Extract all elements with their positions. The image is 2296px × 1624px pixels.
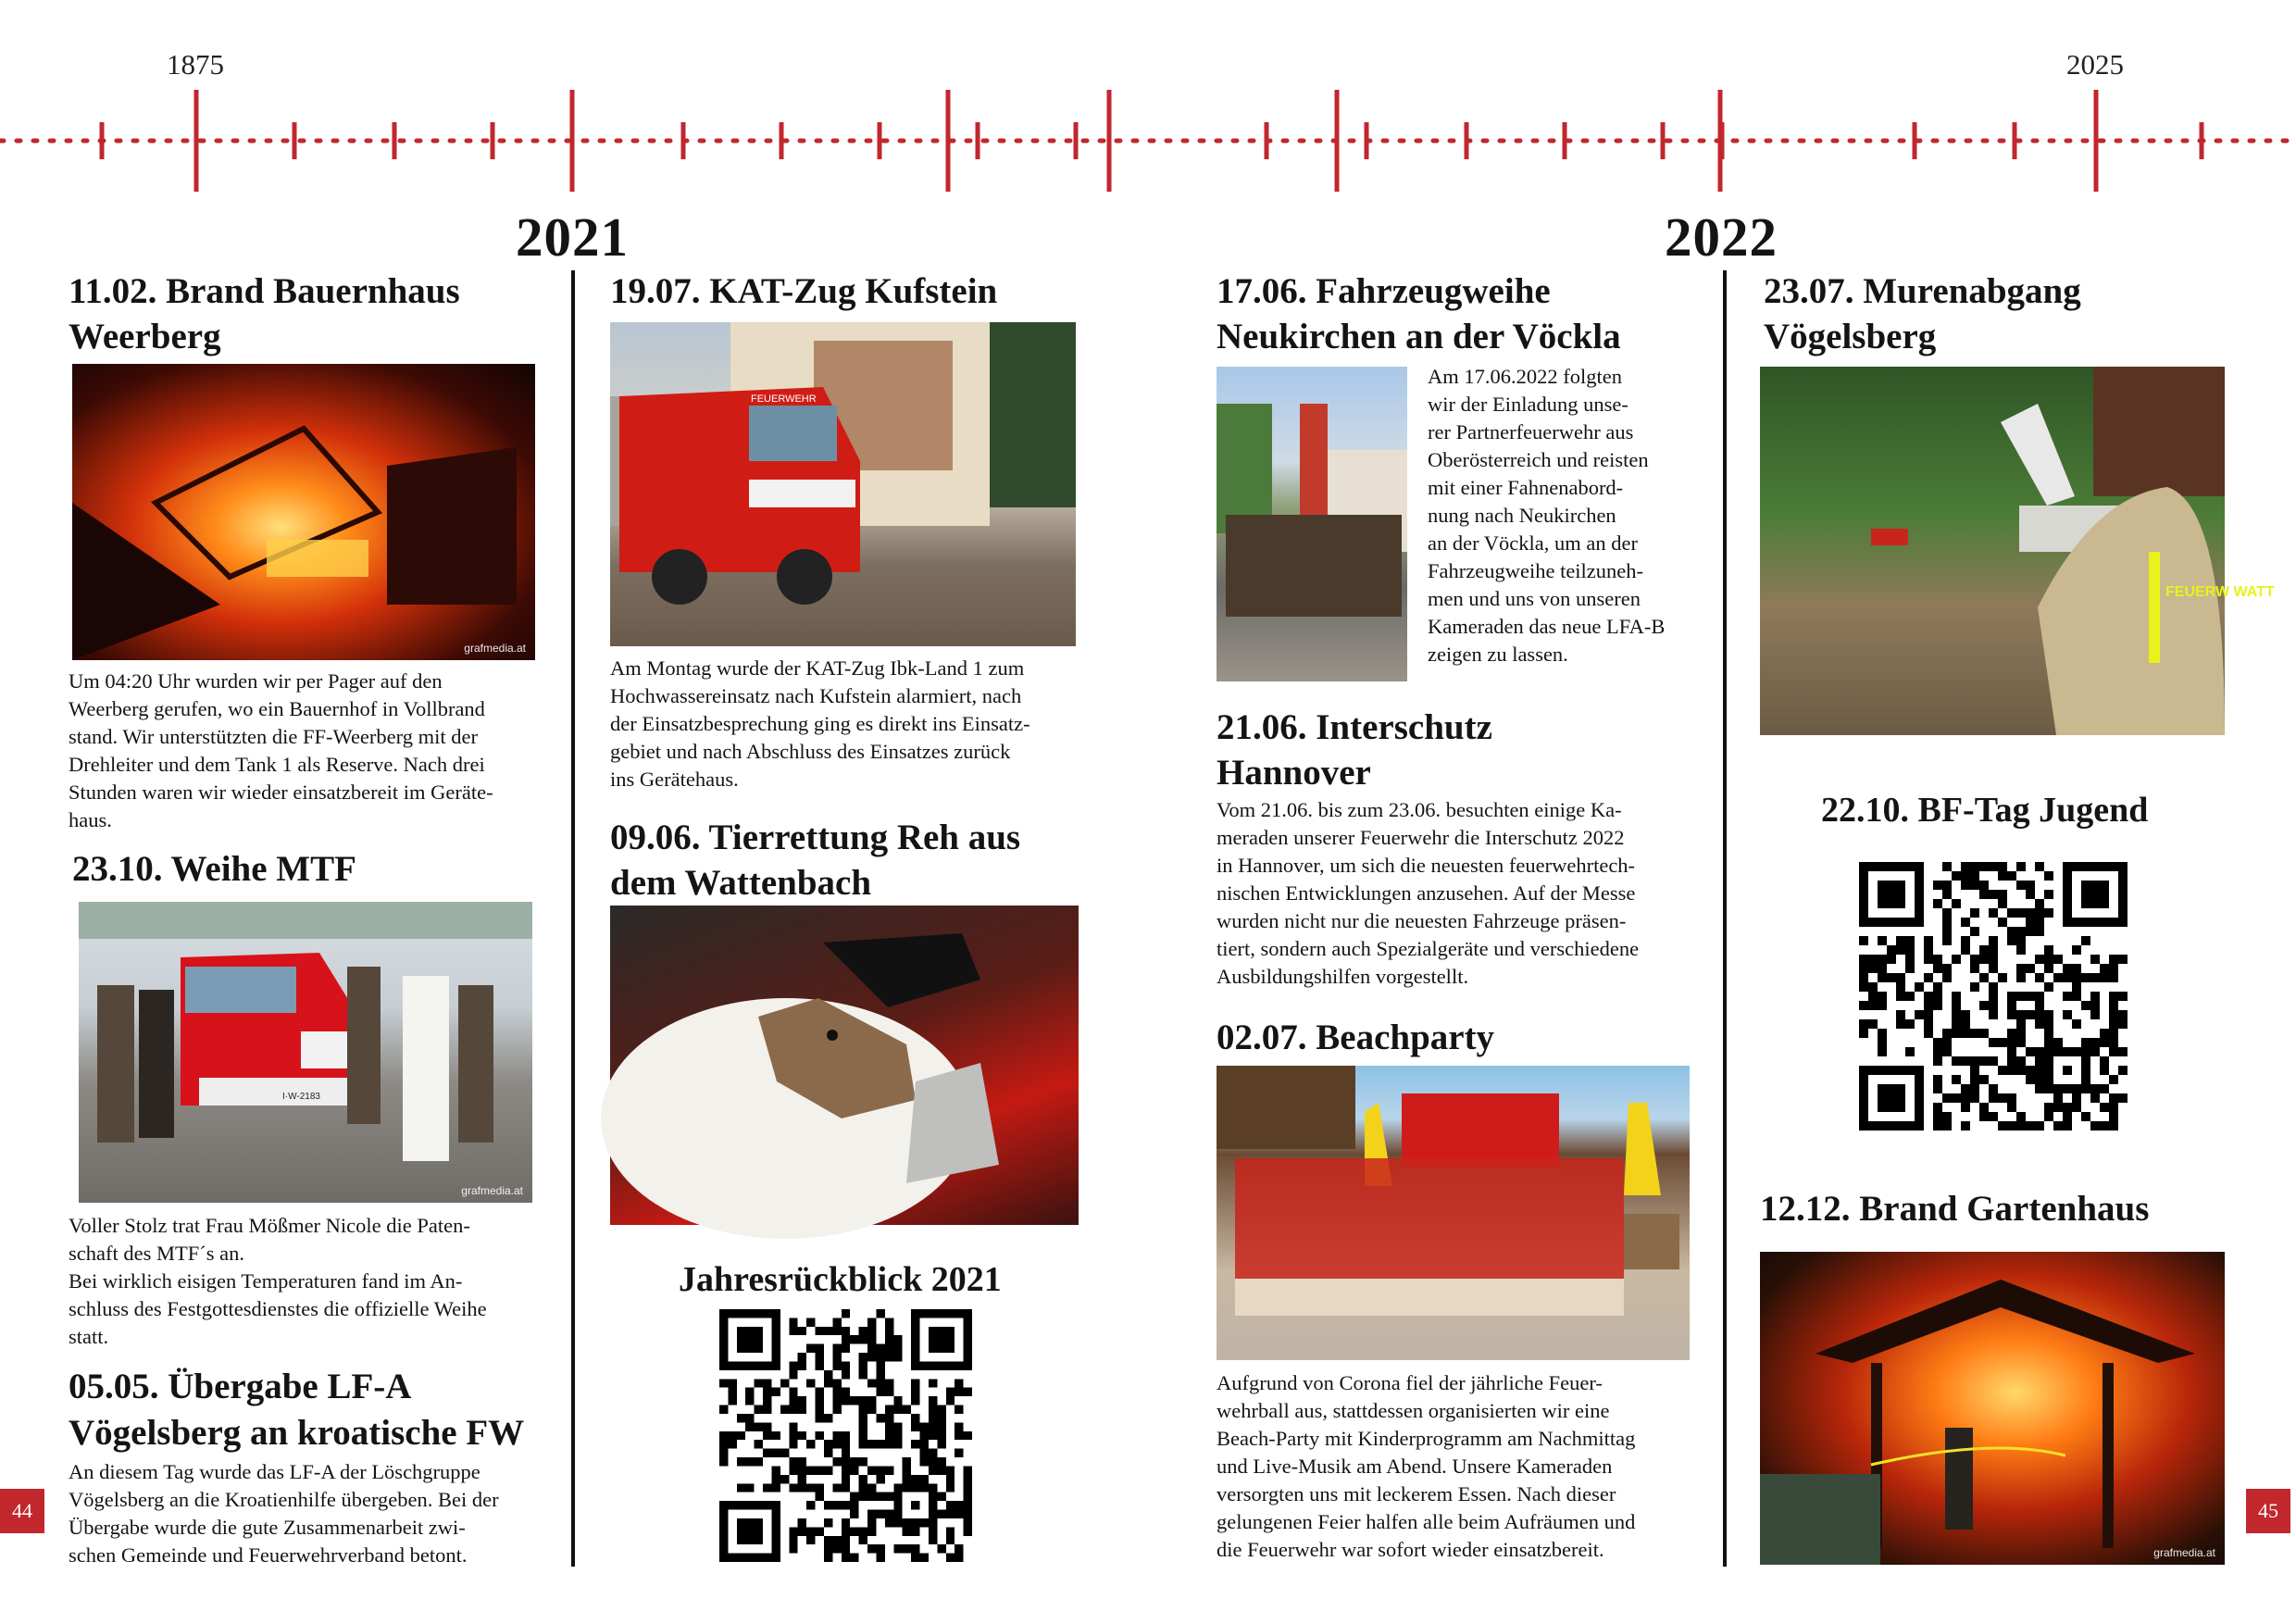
jacket-text: FEUERW WATT <box>2165 584 2275 600</box>
timeline-end-label: 2025 <box>2066 48 2124 81</box>
qr-code-bf-tag-jugend[interactable] <box>1859 862 2128 1131</box>
article-title-line2: Neukirchen an der Vöckla <box>1217 317 1621 356</box>
timeline-start-label: 1875 <box>167 48 224 81</box>
article-title-line2: Hannover <box>1217 753 1371 793</box>
photo-burning-gardenhouse <box>1760 1252 2225 1565</box>
article-body: Vom 21.06. bis zum 23.06. besuchten einige Ka- meraden unserer Feuerwehr die Interschutz 2022 in Hannover, um sich die neuesten feuerwehrtech- nischen Entwicklungen anzusehen. Auf der Messe wurden nicht nur die neuesten Fahrzeuge präsen- tiert, sondern auch Spezialgeräte und verschiedene Ausbildungshilfen vorgestellt. <box>1217 798 1640 988</box>
article-body: Voller Stolz trat Frau Mößmer Nicole die Paten- schaft des MTF´s an. Bei wirklich eisigen Temperaturen fand im An- schluss des Festgottesdienstes die offizielle Weihe statt. <box>69 1214 487 1348</box>
article-body: Um 04:20 Uhr wurden wir per Pager auf den Weerberg gerufen, wo ein Bauernhof in Vollbrand stand. Wir unterstützten die FF-Weerberg mit der Drehleiter und dem Tank 1 als Reserve. Nach drei Stunden waren wir wieder einsatzbereit im Geräte- haus. <box>69 669 493 831</box>
photo-deer-rescue <box>610 906 1079 1225</box>
article-title-line2: dem Wattenbach <box>610 863 872 903</box>
article-title: 02.07. Beachparty <box>1217 1018 1495 1057</box>
year-heading-2022: 2022 <box>1665 206 1778 268</box>
article-body: Am Montag wurde der KAT-Zug Ibk-Land 1 zum Hochwassereinsatz nach Kufstein alarmiert, nach der Einsatzbesprechung ging es direkt ins Einsatz- gebiet und nach Abschluss des Einsatzes zurück ins Gerätehaus. <box>610 656 1030 791</box>
license-plate: I·W-2183 <box>282 1092 320 1102</box>
year-heading-2021: 2021 <box>516 206 629 268</box>
photo-beachparty-group <box>1217 1066 1690 1360</box>
qr-title-jahresrueckblick: Jahresrückblick 2021 <box>679 1260 1002 1299</box>
article-body: An diesem Tag wurde das LF-A der Löschgruppe Vögelsberg an die Kroatienhilfe übergeben. Bei der Übergabe wurde die gute Zusammenarbeit zwi- schen Gemeinde und Feuerwehrverband betont. <box>69 1460 499 1567</box>
photo-flag-delegation <box>1217 367 1407 681</box>
article-body: Aufgrund von Corona fiel der jährliche Feuer- wehrball aus, stattdessen organisierten wir eine Beach-Party mit Kinderprogramm am Nachmittag und Live-Musik am Abend. Unsere Kameraden versorgten uns mit leckerem Essen. Nach dieser gelungenen Feier halfen alle beim Aufräumen und die Feuerwehr war sofort wieder einsatzbereit. <box>1217 1371 1636 1561</box>
photo-mudslide-excavator <box>1760 367 2275 735</box>
article-title-line2: Vögelsberg an kroatische FW <box>69 1413 525 1453</box>
article-body: Am 17.06.2022 folgten wir der Einladung unse- rer Partnerfeuerwehr aus Oberösterreich und reisten mit einer Fahnenabord- nung nach Neukirchen an der Vöckla, um an der Fahrzeugweihe teilzuneh- men und uns von unseren Kameraden das neue LFA-B zeigen zu lassen. <box>1428 365 1666 666</box>
column-divider-left <box>571 270 575 1567</box>
truck-sign-text: FEUERWEHR <box>751 394 817 405</box>
photo-vehicle-blessing <box>79 902 532 1203</box>
article-title: 21.06. Interschutz <box>1217 707 1492 747</box>
article-title: 09.06. Tierrettung Reh aus <box>610 818 1021 857</box>
page-number-right: 45 <box>2246 1489 2290 1533</box>
photo-credit: grafmedia.at <box>464 642 526 655</box>
photo-credit: grafmedia.at <box>2153 1546 2215 1559</box>
qr-title-bf-tag-jugend: 22.10. BF-Tag Jugend <box>1821 791 2149 830</box>
qr-code-jahresrueckblick[interactable] <box>719 1309 972 1562</box>
article-title: 19.07. KAT-Zug Kufstein <box>610 271 998 311</box>
timeline <box>0 0 2296 213</box>
article-title: 17.06. Fahrzeugweihe <box>1217 271 1551 311</box>
photo-credit: grafmedia.at <box>461 1184 523 1197</box>
photo-burning-farmhouse <box>72 364 535 660</box>
article-title: 05.05. Übergabe LF-A <box>69 1367 412 1406</box>
article-title: 23.10. Weihe MTF <box>72 849 356 889</box>
photo-fire-truck-flood <box>610 322 1076 646</box>
column-divider-right <box>1723 270 1727 1567</box>
article-title-line2: Weerberg <box>69 317 221 356</box>
article-title-line2: Vögelsberg <box>1764 317 1937 356</box>
article-title: 12.12. Brand Gartenhaus <box>1760 1189 2150 1229</box>
page-number-left: 44 <box>0 1489 44 1533</box>
article-title: 11.02. Brand Bauernhaus <box>69 271 460 311</box>
article-title: 23.07. Murenabgang <box>1764 271 2081 311</box>
